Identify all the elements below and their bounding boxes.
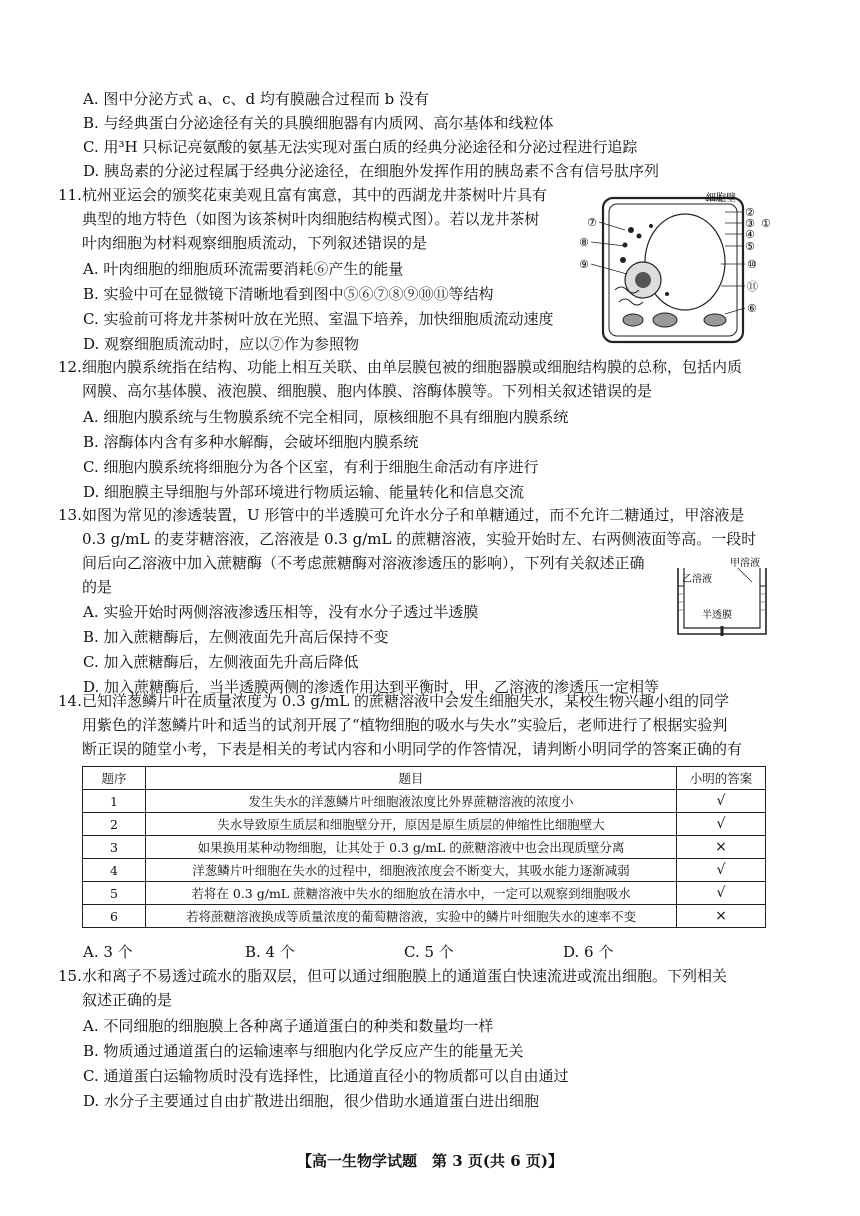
q12-option-b: B. 溶酶体内含有多种水解酶，会破坏细胞内膜系统: [83, 433, 419, 451]
q11-stem-3: 叶肉细胞为材料观察细胞质流动，下列叙述错误的是: [82, 234, 428, 252]
q11-stem-1: 杭州亚运会的颁奖花束美观且富有寓意，其中的西湖龙井茶树叶片具有: [82, 186, 548, 204]
q12-stem-1: 细胞内膜系统指在结构、功能上相互关联、由单层膜包被的细胞器膜或细胞结构膜的总称，包括内质: [82, 358, 743, 376]
row-answer: ×: [677, 905, 766, 928]
label-6: ⑥: [747, 302, 757, 315]
label-9: ⑨: [579, 258, 589, 271]
q15-option-b: B. 物质通过通道蛋白的运输速率与细胞内化学反应产生的能量无关: [83, 1042, 524, 1060]
row-number: 2: [83, 813, 146, 836]
row-text: 若将蔗糖溶液换成等质量浓度的葡萄糖溶液，实验中的鳞片叶细胞失水的速率不变: [146, 905, 677, 928]
row-answer: √: [677, 790, 766, 813]
row-text: 发生失水的洋葱鳞片叶细胞液浓度比外界蔗糖溶液的浓度小: [146, 790, 677, 813]
q13-option-d: D. 加入蔗糖酶后，当半透膜两侧的渗透作用达到平衡时，甲、乙溶液的渗透压一定相等: [83, 678, 660, 696]
q14-option-b: B. 4 个: [245, 943, 295, 961]
wall-label: 细胞壁: [706, 193, 736, 204]
q14-number: 14.: [58, 692, 82, 710]
row-answer: √: [677, 813, 766, 836]
col-number-header: 题序: [83, 767, 146, 790]
q10-option-b: B. 与经典蛋白分泌途径有关的具膜细胞器有内质网、高尔基体和线粒体: [83, 114, 554, 132]
page-footer: 【高一生物学试题 第 3 页(共 6 页)】: [297, 1152, 563, 1170]
row-number: 6: [83, 905, 146, 928]
row-text: 如果换用某种动物细胞，让其处于 0.3 g/mL 的蔗糖溶液中也会出现质壁分离: [146, 836, 677, 859]
u-tube-diagram: [672, 554, 772, 640]
q13-stem-1: 如图为常见的渗透装置，U 形管中的半透膜可允许水分子和单糖通过，而不允许二糖通过，甲溶液是: [82, 506, 745, 524]
q13-stem-2: 0.3 g/mL 的麦芽糖溶液，乙溶液是 0.3 g/mL 的蔗糖溶液，实验开始时左、右两侧液面等高。一段时: [82, 530, 757, 548]
q11-option-c: C. 实验前可将龙井茶树叶放在光照、室温下培养，加快细胞质流动速度: [83, 310, 554, 328]
table-row: [83, 882, 766, 905]
membrane-label: 半透膜: [702, 610, 732, 621]
row-number: 4: [83, 859, 146, 882]
q15-number: 15.: [58, 967, 82, 985]
table-row: [83, 790, 766, 813]
label-4: ④: [745, 228, 755, 241]
row-answer: √: [677, 859, 766, 882]
label-10: ⑩: [747, 258, 757, 271]
q13-number: 13.: [58, 506, 82, 524]
q12-number: 12.: [58, 358, 82, 376]
table-row: [83, 836, 766, 859]
label-1: ①: [761, 217, 771, 230]
col-answer-header: 小明的答案: [677, 767, 766, 790]
label-8-left: ⑧: [579, 236, 589, 249]
q12-option-d: D. 细胞膜主导细胞与外部环境进行物质运输、能量转化和信息交流: [83, 483, 525, 501]
col-question-header: 题目: [146, 767, 677, 790]
q13-stem-3: 间后向乙溶液中加入蔗糖酶（不考虑蔗糖酶对溶液渗透压的影响），下列有关叙述正确: [82, 554, 645, 572]
q15-stem-1: 水和离子不易透过疏水的脂双层，但可以通过细胞膜上的通道蛋白快速流进或流出细胞。下列相关: [82, 967, 728, 985]
q14-stem-1: 已知洋葱鳞片叶在质量浓度为 0.3 g/mL 的蔗糖溶液中会发生细胞失水，某校生物兴趣小组的同学: [82, 692, 730, 710]
row-answer: ×: [677, 836, 766, 859]
q14-table: [82, 766, 766, 928]
q15-option-a: A. 不同细胞的细胞膜上各种离子通道蛋白的种类和数量均一样: [83, 1017, 494, 1035]
row-text: 失水导致原生质层和细胞壁分开，原因是原生质层的伸缩性比细胞壁大: [146, 813, 677, 836]
q13-option-a: A. 实验开始时两侧溶液渗透压相等，没有水分子透过半透膜: [83, 603, 479, 621]
table-row: [83, 813, 766, 836]
jia-solution-label: 甲溶液: [730, 558, 760, 569]
q10-option-d: D. 胰岛素的分泌过程属于经典分泌途径，在细胞外发挥作用的胰岛素不含有信号肽序列: [83, 162, 660, 180]
q15-stem-2: 叙述正确的是: [82, 991, 173, 1009]
q15-option-c: C. 通道蛋白运输物质时没有选择性，比通道直径小的物质都可以自由通过: [83, 1067, 569, 1085]
table-row: [83, 859, 766, 882]
q15-option-d: D. 水分子主要通过自由扩散进出细胞，很少借助水通道蛋白进出细胞: [83, 1092, 540, 1110]
q14-stem-3: 断正误的随堂小考，下表是相关的考试内容和小明同学的作答情况，请判断小明同学的答案正确的有: [82, 740, 743, 758]
q11-number: 11.: [58, 186, 82, 204]
q11-option-a: A. 叶肉细胞的细胞质环流需要消耗⑥产生的能量: [83, 260, 404, 278]
q11-option-d: D. 观察细胞质流动时，应以⑦作为参照物: [83, 335, 360, 353]
q14-stem-2: 用紫色的洋葱鳞片叶和适当的试剂开展了“植物细胞的吸水与失水”实验后，老师进行了根据实验判: [82, 716, 728, 734]
q14-option-a: A. 3 个: [83, 943, 133, 961]
q12-option-c: C. 细胞内膜系统将细胞分为各个区室，有利于细胞生命活动有序进行: [83, 458, 539, 476]
row-number: 3: [83, 836, 146, 859]
row-answer: √: [677, 882, 766, 905]
q13-stem-4: 的是: [82, 578, 113, 596]
q14-option-c: C. 5 个: [404, 943, 454, 961]
row-text: 洋葱鳞片叶细胞在失水的过程中，细胞液浓度会不断变大，其吸水能力逐渐减弱: [146, 859, 677, 882]
label-7: ⑦: [587, 216, 597, 229]
q13-option-c: C. 加入蔗糖酶后，左侧液面先升高后降低: [83, 653, 359, 671]
q13-option-b: B. 加入蔗糖酶后，左侧液面先升高后保持不变: [83, 628, 389, 646]
label-3: ③: [745, 217, 755, 230]
row-text: 若将在 0.3 g/mL 蔗糖溶液中失水的细胞放在清水中，一定可以观察到细胞吸水: [146, 882, 677, 905]
q12-option-a: A. 细胞内膜系统与生物膜系统不完全相同，原核细胞不具有细胞内膜系统: [83, 408, 569, 426]
label-5: ⑤: [745, 240, 755, 253]
q12-stem-2: 网膜、高尔基体膜、液泡膜、细胞膜、胞内体膜、溶酶体膜等。下列相关叙述错误的是: [82, 382, 653, 400]
q10-option-c: C. 用³H 只标记亮氨酸的氨基无法实现对蛋白质的经典分泌途径和分泌过程进行追踪: [83, 138, 638, 156]
q10-option-a: A. 图中分泌方式 a、c、d 均有膜融合过程而 b 没有: [83, 90, 429, 108]
label-11: ⑪: [747, 280, 758, 293]
q14-option-d: D. 6 个: [563, 943, 614, 961]
yi-solution-label: 乙溶液: [682, 574, 712, 585]
label-2: ②: [745, 206, 755, 219]
table-row: [83, 905, 766, 928]
row-number: 1: [83, 790, 146, 813]
row-number: 5: [83, 882, 146, 905]
q11-option-b: B. 实验中可在显微镜下清晰地看到图中⑤⑥⑦⑧⑨⑩⑪等结构: [83, 285, 494, 303]
leaf-cell-diagram: [575, 190, 775, 348]
table-header: [83, 767, 766, 790]
q11-stem-2: 典型的地方特色（如图为该茶树叶肉细胞结构模式图）。若以龙井茶树: [82, 210, 540, 228]
